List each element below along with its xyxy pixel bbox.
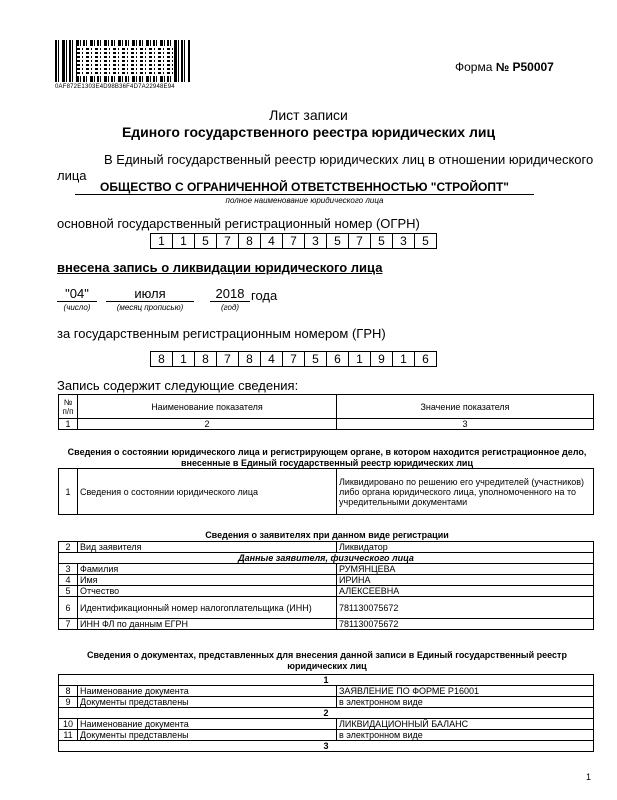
- ogrn-digit: 5: [194, 233, 217, 249]
- table-intro: Запись содержит следующие сведения:: [57, 378, 299, 393]
- grn-digit: 1: [348, 351, 371, 367]
- section1-table: [58, 468, 594, 515]
- ogrn-digit: 7: [348, 233, 371, 249]
- barcode-text: 0AF872E1303E4D98B36F4D7A22948E94: [55, 84, 175, 90]
- col-index: 3: [337, 419, 594, 430]
- intro-line1: В Единый государственный реестр юридических лиц в отношении юридического: [104, 152, 594, 167]
- header-table: [58, 394, 594, 430]
- row-name: Идентификационный номер налогоплательщика (ИНН): [78, 597, 337, 619]
- ogrn-digits: [150, 233, 436, 249]
- row-value: 781130075672: [337, 597, 594, 619]
- org-name: ОБЩЕСТВО С ОГРАНИЧЕННОЙ ОТВЕТСТВЕННОСТЬЮ "СТРОЙОПТ": [75, 180, 534, 195]
- ogrn-digit: 1: [172, 233, 195, 249]
- ogrn-digit: 5: [414, 233, 437, 249]
- grn-digit: 8: [238, 351, 261, 367]
- record-text: внесена запись о ликвидации юридического лица: [57, 260, 383, 275]
- year-caption: (год): [220, 303, 240, 312]
- row-name: Наименование документа: [78, 686, 337, 697]
- ogrn-digit: 3: [392, 233, 415, 249]
- row-value: 781130075672: [337, 619, 594, 630]
- doc-group-number: 1: [59, 675, 594, 686]
- row-num: 10: [59, 719, 78, 730]
- doc-title-line2: Единого государственного реестра юридических лиц: [121, 124, 496, 140]
- ogrn-digit: 5: [370, 233, 393, 249]
- row-name: Имя: [78, 575, 337, 586]
- form-prefix: Форма: [455, 60, 493, 74]
- col-num-header: № п/п: [59, 395, 78, 419]
- ogrn-label: основной государственный регистрационный номер (ОГРН): [57, 216, 420, 231]
- row-name: Наименование документа: [78, 719, 337, 730]
- col-index: 1: [59, 419, 78, 430]
- row-num: 4: [59, 575, 78, 586]
- ogrn-digit: 1: [150, 233, 173, 249]
- record-year: 2018: [210, 286, 250, 302]
- doc-title-line1: Лист записи: [269, 107, 348, 123]
- col-index: 2: [78, 419, 337, 430]
- grn-digit: 7: [216, 351, 239, 367]
- col-name-header: Наименование показателя: [78, 395, 337, 419]
- grn-digits: [150, 351, 436, 367]
- grn-digit: 9: [370, 351, 393, 367]
- row-num: 3: [59, 564, 78, 575]
- row-name: Отчество: [78, 586, 337, 597]
- record-month: июля: [106, 286, 194, 302]
- grn-digit: 5: [304, 351, 327, 367]
- row-num: 11: [59, 730, 78, 741]
- grn-label: за государственным регистрационным номером (ГРН): [57, 326, 386, 341]
- row-name: Фамилия: [78, 564, 337, 575]
- row-name: Документы представлены: [78, 730, 337, 741]
- row-name: ИНН ФЛ по данным ЕГРН: [78, 619, 337, 630]
- row-num: 1: [59, 469, 78, 515]
- row-value: АЛЕКСЕЕВНА: [337, 586, 594, 597]
- row-num: 7: [59, 619, 78, 630]
- section2-title: Сведения о заявителях при данном виде регистрации: [205, 530, 449, 540]
- row-value: ЛИКВИДАЦИОННЫЙ БАЛАНС: [337, 719, 594, 730]
- row-value: в электронном виде: [337, 697, 594, 708]
- section2-table: [58, 541, 594, 630]
- form-number: № Р50007: [495, 60, 554, 74]
- month-caption: (месяц прописью): [116, 303, 184, 312]
- ogrn-digit: 3: [304, 233, 327, 249]
- day-caption: (число): [63, 303, 91, 312]
- grn-digit: 6: [414, 351, 437, 367]
- row-num: 5: [59, 586, 78, 597]
- row-value: Ликвидировано по решению его учредителей (участников) либо органа юридического лица, уполномоченного на то учредительными документами: [337, 469, 594, 515]
- ogrn-digit: 8: [238, 233, 261, 249]
- row-value: ИРИНА: [337, 575, 594, 586]
- record-day: "04": [57, 286, 97, 302]
- section3-title: Сведения о документах, представленных для внесения данной записи в Единый государственный реестр юридических лиц: [87, 650, 567, 671]
- ogrn-digit: 4: [260, 233, 283, 249]
- ogrn-digit: 7: [282, 233, 305, 249]
- grn-digit: 8: [194, 351, 217, 367]
- barcode-image: [55, 40, 190, 82]
- row-name: Сведения о состоянии юридического лица: [78, 469, 337, 515]
- grn-digit: 4: [260, 351, 283, 367]
- ogrn-digit: 7: [216, 233, 239, 249]
- section2-subhead: Данные заявителя, физического лица: [59, 553, 594, 564]
- row-value: РУМЯНЦЕВА: [337, 564, 594, 575]
- record-year-word: года: [251, 288, 278, 303]
- row-num: 9: [59, 697, 78, 708]
- page-number: 1: [585, 772, 591, 782]
- grn-digit: 6: [326, 351, 349, 367]
- row-value: в электронном виде: [337, 730, 594, 741]
- ogrn-digit: 5: [326, 233, 349, 249]
- row-name: Документы представлены: [78, 697, 337, 708]
- form-label: [455, 60, 554, 74]
- row-num: 2: [59, 542, 78, 553]
- row-value: Ликвидатор: [337, 542, 594, 553]
- doc-group-number: 3: [59, 741, 594, 752]
- section3-table: [58, 674, 594, 752]
- col-value-header: Значение показателя: [337, 395, 594, 419]
- row-name: Вид заявителя: [78, 542, 337, 553]
- intro-line2: лица: [57, 168, 87, 183]
- section1-title: Сведения о состоянии юридического лица и регистрирующем органе, в котором находится регистрационное дело, внесенные в Единый государственный реестр юридических лиц: [67, 447, 587, 468]
- row-value: ЗАЯВЛЕНИЕ ПО ФОРМЕ Р16001: [337, 686, 594, 697]
- row-num: 8: [59, 686, 78, 697]
- grn-digit: 8: [150, 351, 173, 367]
- row-num: 6: [59, 597, 78, 619]
- grn-digit: 7: [282, 351, 305, 367]
- doc-group-number: 2: [59, 708, 594, 719]
- grn-digit: 1: [392, 351, 415, 367]
- grn-digit: 1: [172, 351, 195, 367]
- org-name-caption: полное наименование юридического лица: [225, 196, 384, 205]
